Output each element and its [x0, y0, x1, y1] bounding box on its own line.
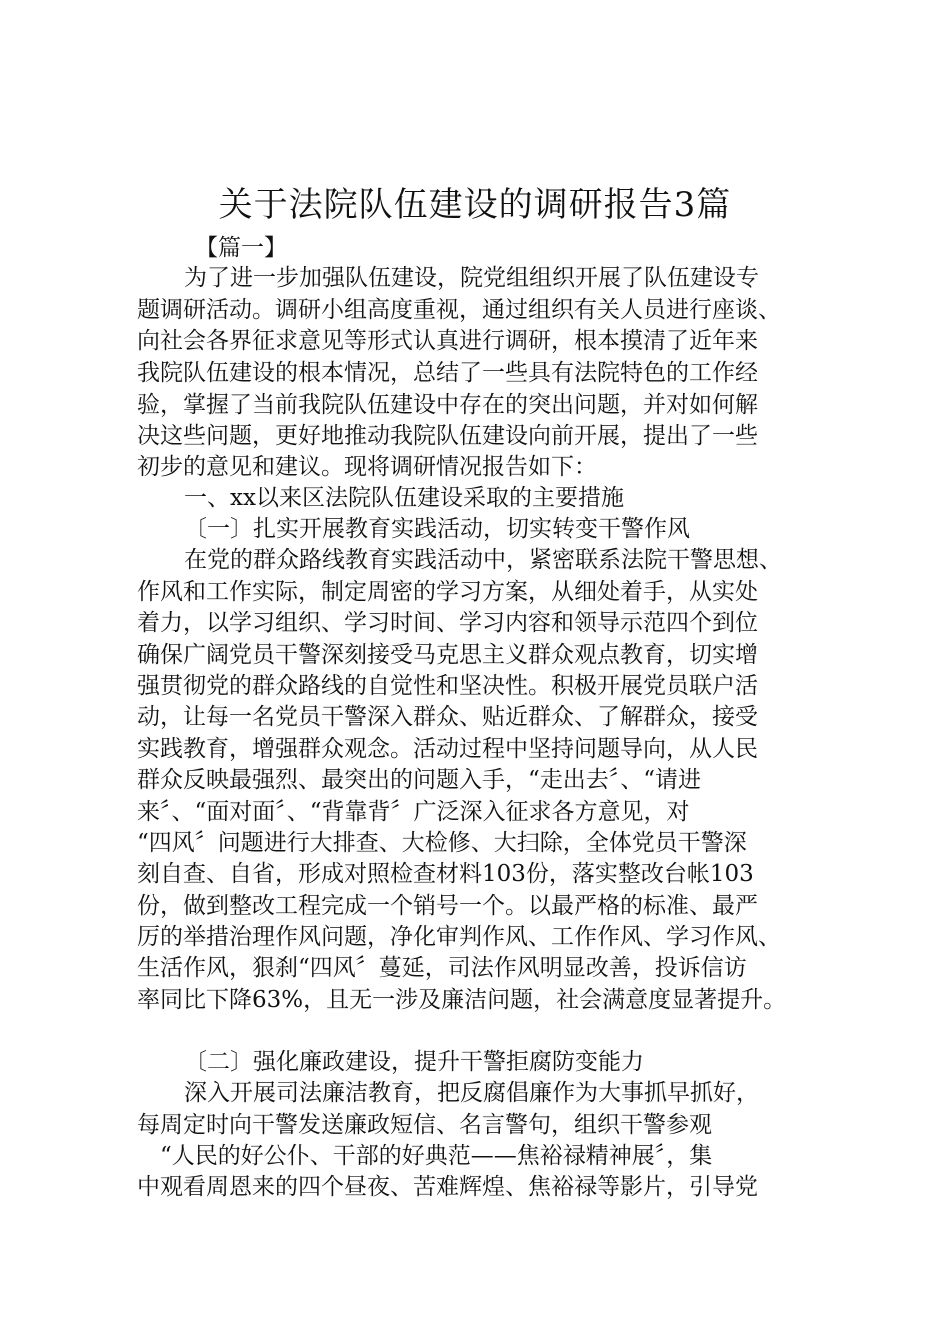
paragraph-line: 为了进一步加强队伍建设，院党组组织开展了队伍建设专	[184, 265, 759, 291]
paragraph-line: 强贯彻党的群众路线的自觉性和坚决性。积极开展党员联户活	[137, 673, 758, 699]
paragraph-line: 着力，以学习组织、学习时间、学习内容和领导示范四个到位	[137, 610, 758, 636]
paragraph-line: 验，掌握了当前我院队伍建设中存在的突出问题，并对如何解	[137, 392, 758, 418]
paragraph-line: 中观看周恩来的四个昼夜、苦难辉煌、焦裕禄等影片，引导党	[137, 1174, 758, 1200]
subheading-line: 〔一〕扎实开展教育实践活动，切实转变干警作风	[184, 516, 690, 542]
paragraph-line: “四风〞问题进行大排查、大检修、大扫除，全体党员干警深	[137, 830, 747, 856]
paragraph-line: 向社会各界征求意见等形式认真进行调研，根本摸清了近年来	[137, 328, 758, 354]
paragraph-line: 题调研活动。调研小组高度重视，通过组织有关人员进行座谈、	[137, 297, 781, 323]
paragraph-line: 份，做到整改工程完成一个销号一个。以最严格的标准、最严	[137, 893, 758, 919]
paragraph-line: 每周定时向干警发送廉政短信、名言警句，组织干警参观	[137, 1112, 712, 1138]
section-heading: 【篇一】	[195, 235, 287, 261]
document-title: 关于法院队伍建设的调研报告3篇	[218, 185, 732, 225]
paragraph-line: 厉的举措治理作风问题，净化审判作风、工作作风、学习作风、	[137, 924, 781, 950]
paragraph-line: 来〞、“面对面〞、“背靠背〞广泛深入征求各方意见，对	[137, 799, 690, 825]
paragraph-line: 作风和工作实际，制定周密的学习方案，从细处着手，从实处	[137, 579, 758, 605]
paragraph-line: 生活作风，狠刹“四风〞蔓延，司法作风明显改善，投诉信访	[137, 955, 747, 981]
paragraph-line: 动，让每一名党员干警深入群众、贴近群众、了解群众，接受	[137, 704, 758, 730]
paragraph-line: 群众反映最强烈、最突出的问题入手，“走出去〞、“请进	[137, 767, 702, 793]
paragraph-line: 深入开展司法廉洁教育，把反腐倡廉作为大事抓早抓好，	[184, 1080, 759, 1106]
paragraph-line: 我院队伍建设的根本情况，总结了一些具有法院特色的工作经	[137, 360, 758, 386]
paragraph-line: 初步的意见和建议。现将调研情况报告如下：	[137, 454, 597, 480]
paragraph-line: 率同比下降63%，且无一涉及廉洁问题，社会满意度显著提升。	[137, 987, 787, 1013]
heading-line: 一、xx以来区法院队伍建设采取的主要措施	[184, 485, 624, 511]
paragraph-line: 确保广阔党员干警深刻接受马克思主义群众观点教育，切实增	[137, 642, 758, 668]
subheading-line: 〔二〕强化廉政建设，提升干警拒腐防变能力	[184, 1049, 644, 1075]
paragraph-line: 决这些问题，更好地推动我院队伍建设向前开展，提出了一些	[137, 423, 758, 449]
paragraph-line: “人民的好公仆、干部的好典范——焦裕禄精神展〞，集	[160, 1143, 713, 1169]
paragraph-line: 在党的群众路线教育实践活动中，紧密联系法院干警思想、	[184, 547, 782, 573]
paragraph-line: 实践教育，增强群众观念。活动过程中坚持问题导向，从人民	[137, 736, 758, 762]
paragraph-line: 刻自查、自省，形成对照检查材料103份，落实整改台帐103	[137, 861, 754, 887]
